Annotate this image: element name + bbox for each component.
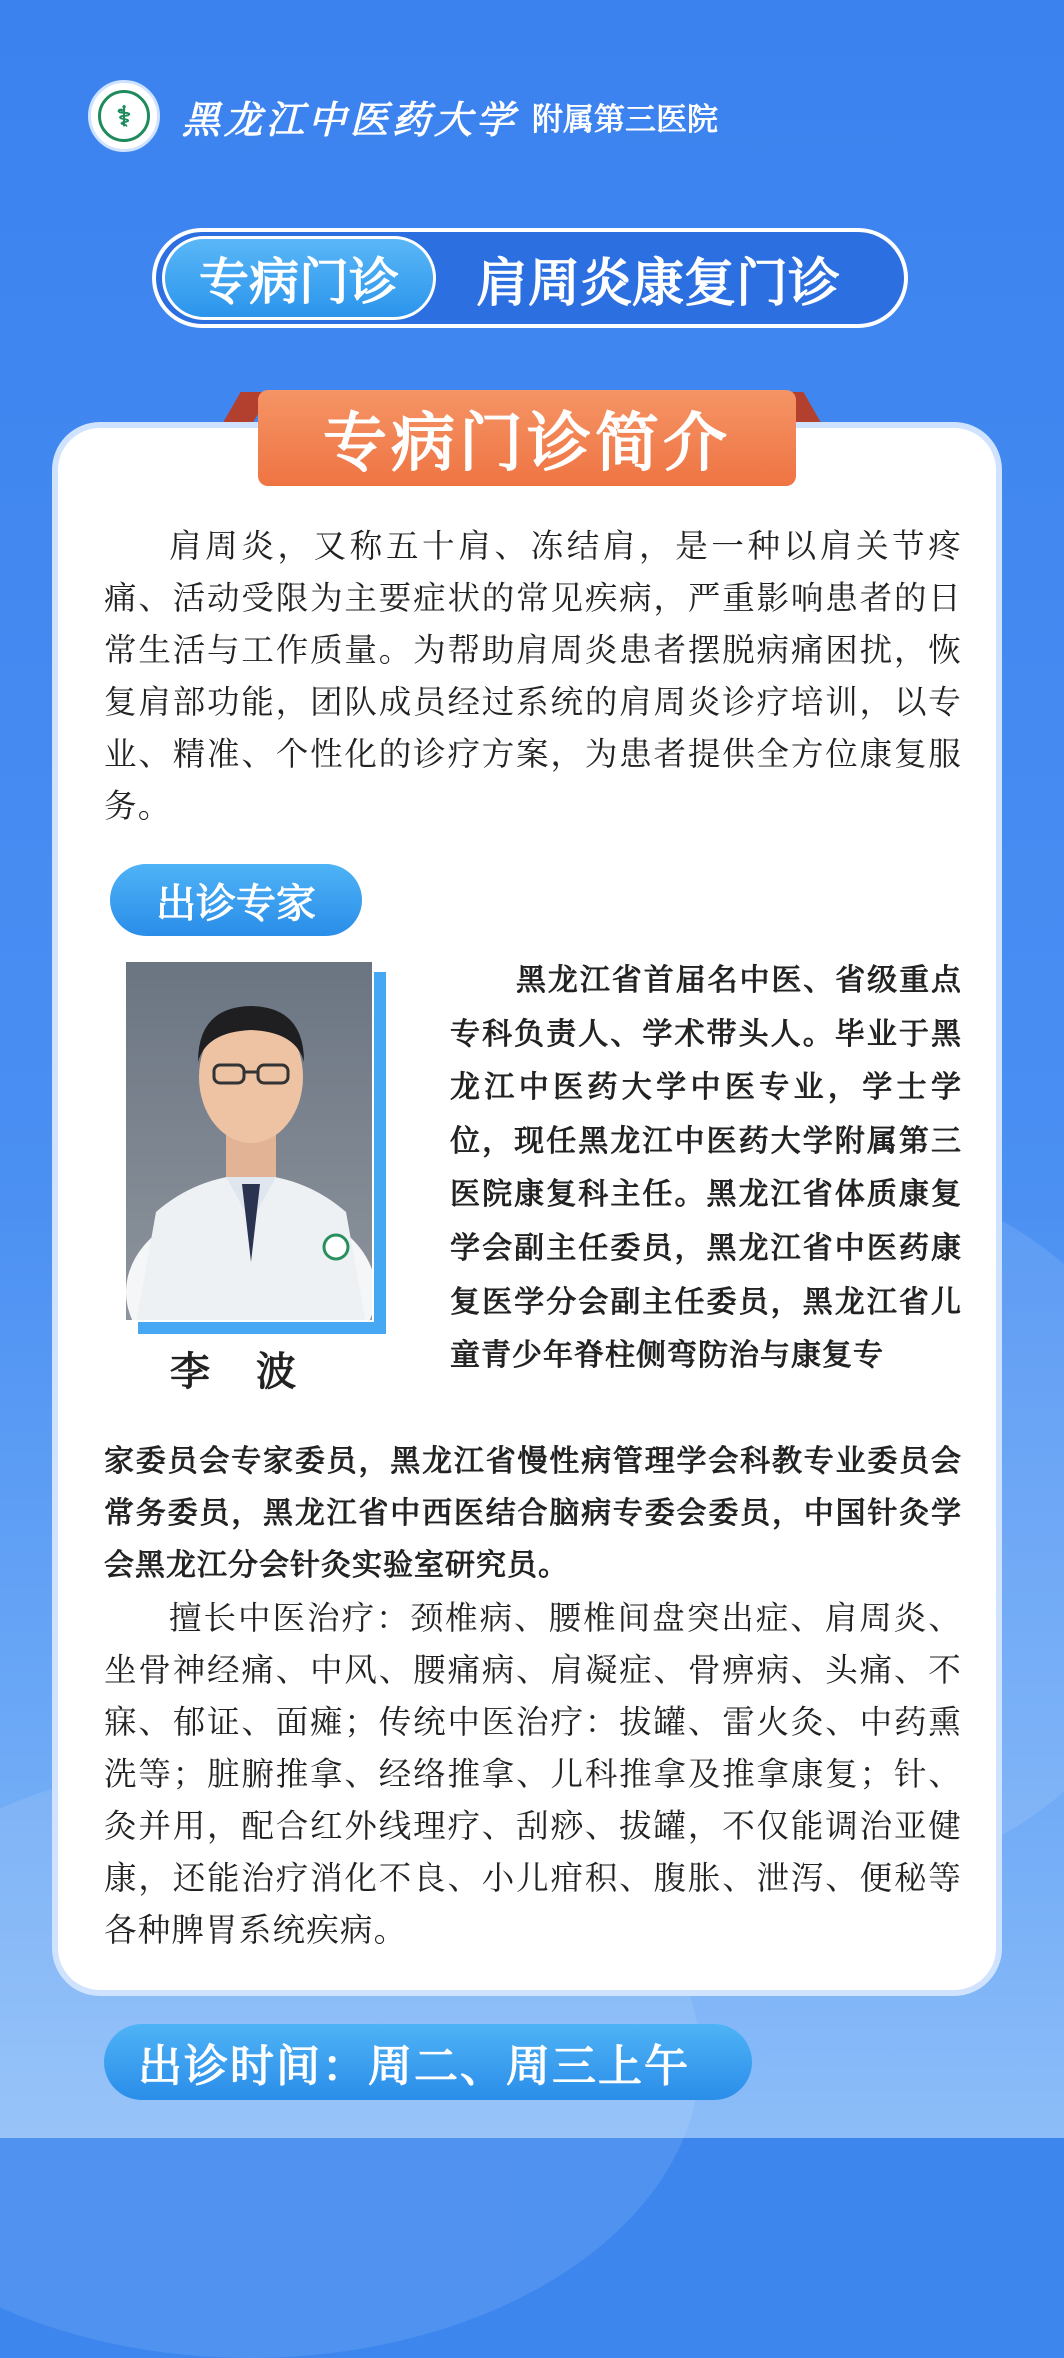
university-logo-icon: ⚕ xyxy=(88,80,160,152)
intro-heading: 专病门诊简介 xyxy=(258,390,796,486)
clinic-name: 肩周炎康复门诊 xyxy=(476,253,841,314)
hospital-name: 附属第三医院 xyxy=(532,101,719,138)
university-name: 黑龙江中医药大学 xyxy=(182,96,519,142)
clinic-title-banner xyxy=(152,228,908,328)
expert-name: 李波 xyxy=(170,1349,342,1395)
clinic-schedule: 出诊时间：周二、周三上午 xyxy=(104,2024,752,2100)
clinic-type-label: 专病门诊 xyxy=(162,236,436,320)
expert-specialty: 擅长中医治疗：颈椎病、腰椎间盘突出症、肩周炎、坐骨神经痛、中风、腰痛病、肩凝症、骨痹病、头痛、不寐、郁证、面瘫；传统中医治疗：拔罐、雷火灸、中药熏洗等；脏腑推拿、经络推拿、儿科推拿及推拿康复；针、灸并用，配合红外线理疗、刮痧、拔罐，不仅能调治亚健康，还能治疗消化不良、小儿疳积、腹胀、泄泻、便秘等各种脾胃系统疾病。 xyxy=(104,1599,962,1949)
expert-photo xyxy=(124,960,374,1322)
expert-bio: 黑龙江省首届名中医、省级重点专科负责人、学术带头人。毕业于黑龙江中医药大学中医专业，学士学位，现任黑龙江中医药大学附属第三医院康复科主任。黑龙江省体质康复学会副主任委员，黑龙江省中医药康复医学分会副主任委员，黑龙江省儿童青少年脊柱侧弯防治与康复专 xyxy=(450,963,962,1374)
intro-text: 肩周炎，又称五十肩、冻结肩，是一种以肩关节疼痛、活动受限为主要症状的常见疾病，严重影响患者的日常生活与工作质量。为帮助肩周炎患者摆脱病痛困扰，恢复肩部功能，团队成员经过系统的肩周炎诊疗培训，以专业、精准、个性化的诊疗方案，为患者提供全方位康复服务。 xyxy=(104,527,962,825)
expert-heading: 出诊专家 xyxy=(110,864,362,936)
header xyxy=(88,78,718,154)
expert-bio-continued: 家委员会专家委员，黑龙江省慢性病管理学会科教专业委员会常务委员，黑龙江省中西医结合脑病专委会委员，中国针灸学会黑龙江分会针灸实验室研究员。 xyxy=(104,1444,962,1583)
